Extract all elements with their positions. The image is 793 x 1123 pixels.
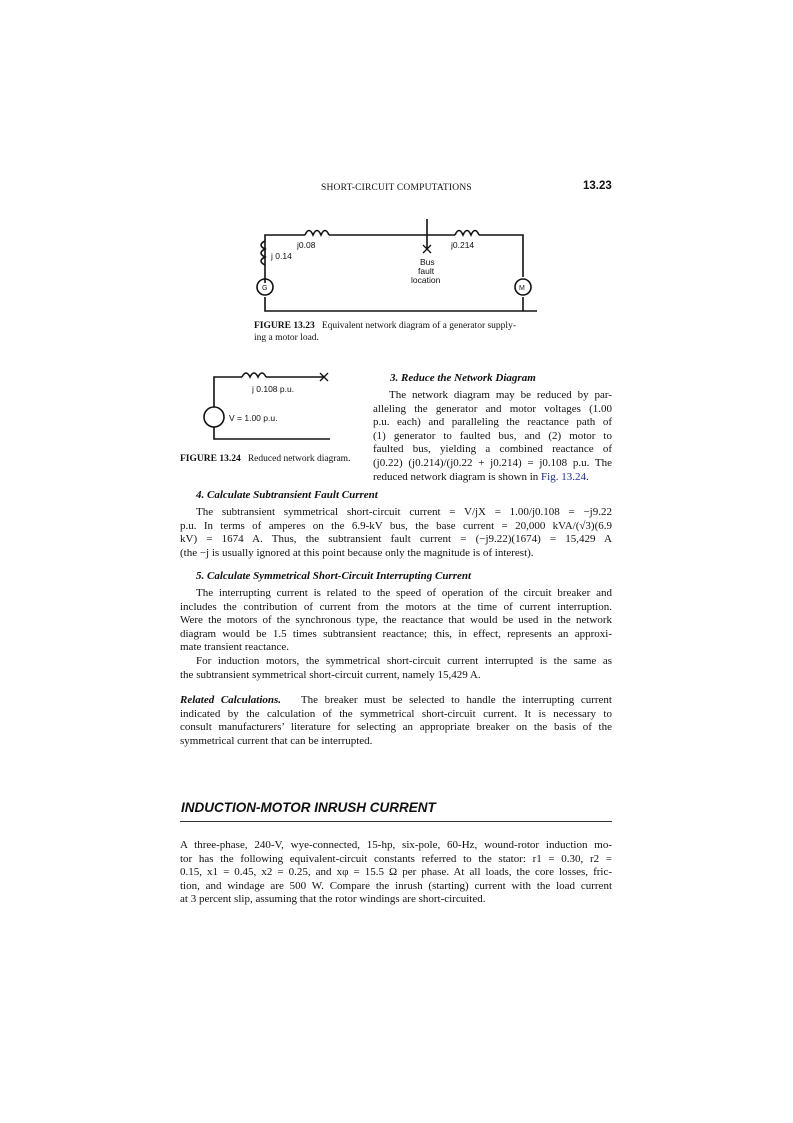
step-3-line: faulted bus, yielding a combined reactance of	[373, 443, 612, 456]
section-line: tion, and windage are 500 W. Compare the inrush (starting) current with the load current	[180, 879, 612, 892]
running-title: SHORT-CIRCUIT COMPUTATIONS	[321, 183, 472, 193]
motor-symbol-label: M	[519, 285, 525, 292]
step-5-line: Were the motors of the synchronous type, the reactance that would be used in the network	[180, 614, 612, 627]
figure-13-24-caption-text: Reduced network diagram.	[247, 454, 351, 464]
fig23-bus-label-3: location	[411, 275, 441, 285]
step-5-line: The interrupting current is related to the speed of operation of the circuit breaker and	[196, 587, 612, 599]
figure-13-23-caption	[254, 320, 554, 344]
figure-13-24-caption	[180, 453, 370, 465]
step-3-line: alleling the generator and motor voltages (1.00	[373, 402, 612, 415]
step-3-line: (j0.22) (j0.214)/(j0.22 + j0.214) = j0.108 p.u. The	[373, 456, 612, 469]
figure-13-23-diagram	[255, 215, 540, 320]
step-5-line: For induction motors, the symmetrical short-circuit current interrupted is the same as	[196, 654, 612, 667]
section-rule	[180, 821, 612, 822]
figure-13-23-caption-line-1: Equivalent network diagram of a generator supply-	[321, 321, 516, 331]
step-5-text	[180, 587, 612, 682]
related-line-first	[180, 694, 612, 708]
figure-13-24-diagram	[196, 367, 336, 447]
step-4-line: p.u. In terms of amperes on the 6.9-kV bus, the base current = 20,000 kVA/(√3)(6.9	[180, 519, 612, 532]
step-3-last-suffix: .	[585, 470, 589, 483]
fig24-v-label: V = 1.00 p.u.	[229, 413, 278, 423]
fig23-bottom-wire	[265, 297, 537, 311]
step-3-last-prefix: reduced network diagram is shown in	[373, 470, 542, 483]
section-title: INDUCTION-MOTOR INRUSH CURRENT	[181, 800, 436, 815]
step-3-line: The network diagram may be reduced by par-	[389, 389, 612, 401]
related-line: consult manufacturers’ literature for selecting an appropriate breaker on the basis of the	[180, 721, 612, 734]
step-3-line: p.u. each) and paralleling the reactance path of	[373, 416, 612, 429]
step-4-line: The subtransient symmetrical short-circuit current = V/jX = 1.00/j0.108 = −j9.22	[196, 506, 612, 518]
fig23-bus-label-1: Bus	[420, 257, 435, 267]
step-4-text	[180, 506, 612, 560]
related-line: indicated by the calculation of the symmetrical short-circuit current. It is necessary to	[180, 707, 612, 720]
section-line: at 3 percent slip, assuming that the rotor windings are short-circuited.	[180, 893, 486, 906]
section-line: 0.15, x1 = 0.45, x2 = 0.25, and xφ = 15.5 Ω per phase. At all loads, the core losses, fric-	[180, 866, 612, 879]
step-3-heading: 3. Reduce the Network Diagram	[390, 372, 536, 384]
fig24-source-circle	[204, 407, 224, 427]
figure-13-24-link[interactable]: Fig. 13.24	[541, 470, 586, 483]
step-3-line: (1) generator to faulted bus, and (2) motor to	[373, 429, 612, 442]
related-line: The breaker must be selected to handle the interrupting current	[300, 694, 612, 706]
related-line: symmetrical current that can be interrupted.	[180, 734, 373, 747]
step-5-line: includes the contribution of current from the motors at the time of current interruption.	[180, 600, 612, 613]
step-3-line-last	[373, 471, 612, 485]
section-body	[180, 839, 612, 907]
step-3-text	[373, 389, 612, 484]
fig23-inductor-x1	[305, 231, 329, 236]
fig24-left-wire	[214, 377, 242, 407]
fig23-bus-label-2: fault	[418, 266, 435, 276]
fig24-inductor	[242, 373, 266, 377]
fig24-bottom-wire	[214, 427, 330, 439]
step-5-line: the subtransient symmetrical short-circuit current, namely 15,429 A.	[180, 668, 481, 681]
step-4-heading: 4. Calculate Subtransient Fault Current	[196, 489, 378, 501]
page-number: 13.23	[583, 180, 612, 192]
fig23-x2-label: j0.214	[451, 240, 475, 250]
fig24-x-label: j 0.108 p.u.	[252, 384, 295, 394]
section-line: A three-phase, 240-V, wye-connected, 15-hp, six-pole, 60-Hz, wound-rotor induction mo-	[180, 839, 612, 851]
step-4-line: kV) = 1674 A. Thus, the subtransient fault current = (−j9.22)(1674) = 15,429 A	[180, 533, 612, 546]
fig23-xg-label: j 0.14	[271, 251, 292, 261]
section-line: tor has the following equivalent-circuit constants referred to the stator: r1 = 0.30, r2 =	[180, 852, 612, 865]
fig23-right-wire	[479, 235, 523, 277]
step-4-line: (the −j is usually ignored at this point because only the magnitude is of interest).	[180, 546, 534, 559]
figure-13-23-caption-line-2: ing a motor load.	[254, 333, 319, 343]
fig23-x1-label: j0.08	[297, 240, 316, 250]
step-5-line: mate transient reactance.	[180, 641, 290, 654]
step-5-heading: 5. Calculate Symmetrical Short-Circuit Interrupting Current	[196, 570, 472, 582]
step-5-line: diagram would be 1.5 times subtransient reactance; this, in effect, represents an approxi-	[180, 627, 612, 640]
figure-13-24-label: FIGURE 13.24	[180, 454, 241, 464]
related-calculations	[180, 694, 612, 748]
related-heading: Related Calculations.	[180, 694, 282, 706]
figure-13-23-label: FIGURE 13.23	[254, 321, 315, 331]
fig23-inductor-x2	[455, 231, 479, 236]
generator-symbol-label: G	[262, 285, 268, 292]
